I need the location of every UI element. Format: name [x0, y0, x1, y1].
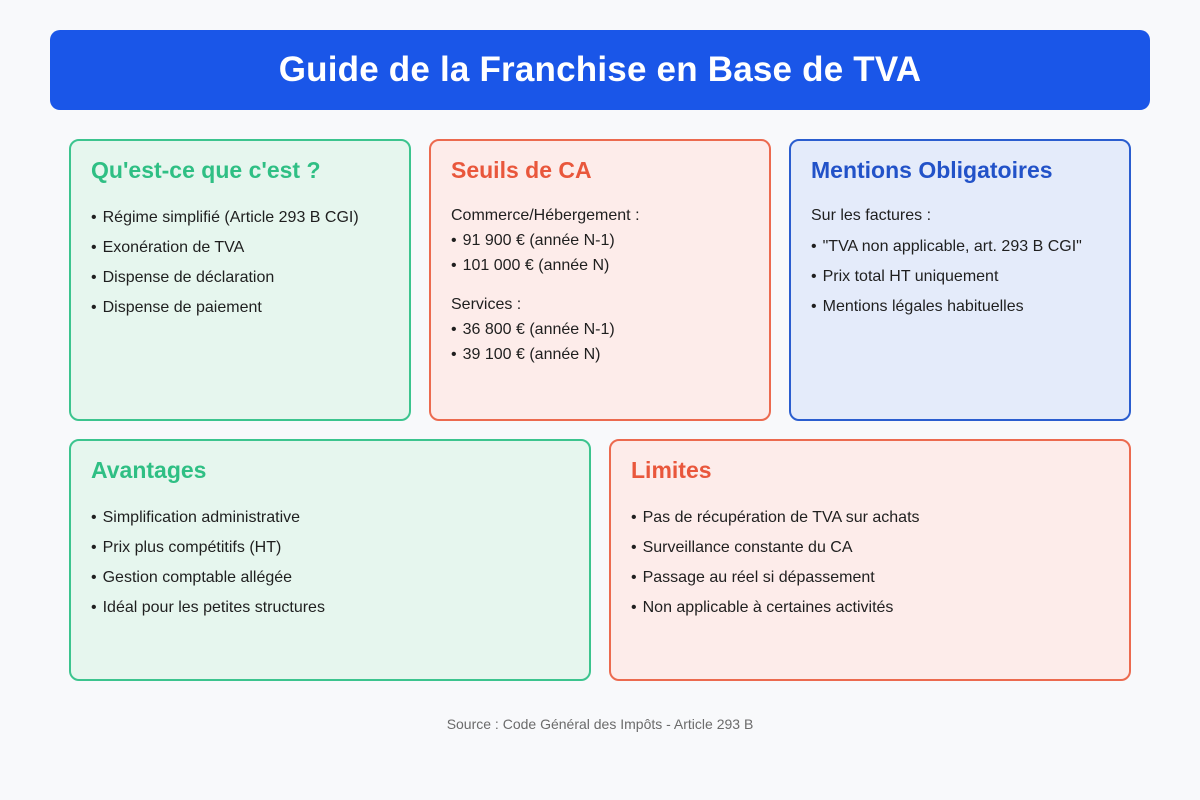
list-item: • Surveillance constante du CA: [631, 533, 1109, 563]
list-item: • Non applicable à certaines activités: [631, 593, 1109, 623]
card-advantages: [69, 439, 591, 681]
item-list: [91, 503, 569, 623]
list-item: • 91 900 € (année N-1): [451, 228, 749, 253]
card-heading: Avantages: [91, 457, 207, 483]
list-item: • Idéal pour les petites structures: [91, 593, 569, 623]
list-item: • Simplification administrative: [91, 503, 569, 533]
item-list: [91, 203, 389, 323]
list-item: • Mentions légales habituelles: [811, 292, 1109, 322]
group-label: Commerce/Hébergement :: [451, 207, 640, 224]
list-item: • "TVA non applicable, art. 293 B CGI": [811, 232, 1109, 262]
group-label: Services :: [451, 296, 522, 313]
list-item: • Dispense de paiement: [91, 293, 389, 323]
list-item: • Prix plus compétitifs (HT): [91, 533, 569, 563]
source-note: Source : Code Général des Impôts - Article 293 B: [446, 716, 754, 732]
item-list: [451, 317, 749, 367]
list-item: • Pas de récupération de TVA sur achats: [631, 503, 1109, 533]
card-heading: Seuils de CA: [451, 157, 592, 183]
list-item: • Gestion comptable allégée: [91, 563, 569, 593]
list-item: • 36 800 € (année N-1): [451, 317, 749, 342]
card-heading: Mentions Obligatoires: [811, 157, 1053, 183]
card-mandatory-mentions: [789, 139, 1131, 421]
list-item: • Régime simplifié (Article 293 B CGI): [91, 203, 389, 233]
list-item: • 101 000 € (année N): [451, 253, 749, 278]
item-list: [631, 503, 1109, 623]
list-item: • 39 100 € (année N): [451, 342, 749, 367]
page-title: Guide de la Franchise en Base de TVA: [278, 50, 922, 89]
title-banner: [50, 30, 1150, 110]
card-heading: Limites: [631, 457, 712, 483]
list-item: • Passage au réel si dépassement: [631, 563, 1109, 593]
card-what-is-it: [69, 139, 411, 421]
list-item: • Prix total HT uniquement: [811, 262, 1109, 292]
card-limits: [609, 439, 1131, 681]
item-list: [811, 232, 1109, 322]
intro-text: Sur les factures :: [811, 207, 932, 224]
card-heading: Qu'est-ce que c'est ?: [91, 157, 321, 183]
list-item: • Exonération de TVA: [91, 233, 389, 263]
item-list: [451, 228, 749, 278]
card-thresholds: [429, 139, 771, 421]
list-item: • Dispense de déclaration: [91, 263, 389, 293]
